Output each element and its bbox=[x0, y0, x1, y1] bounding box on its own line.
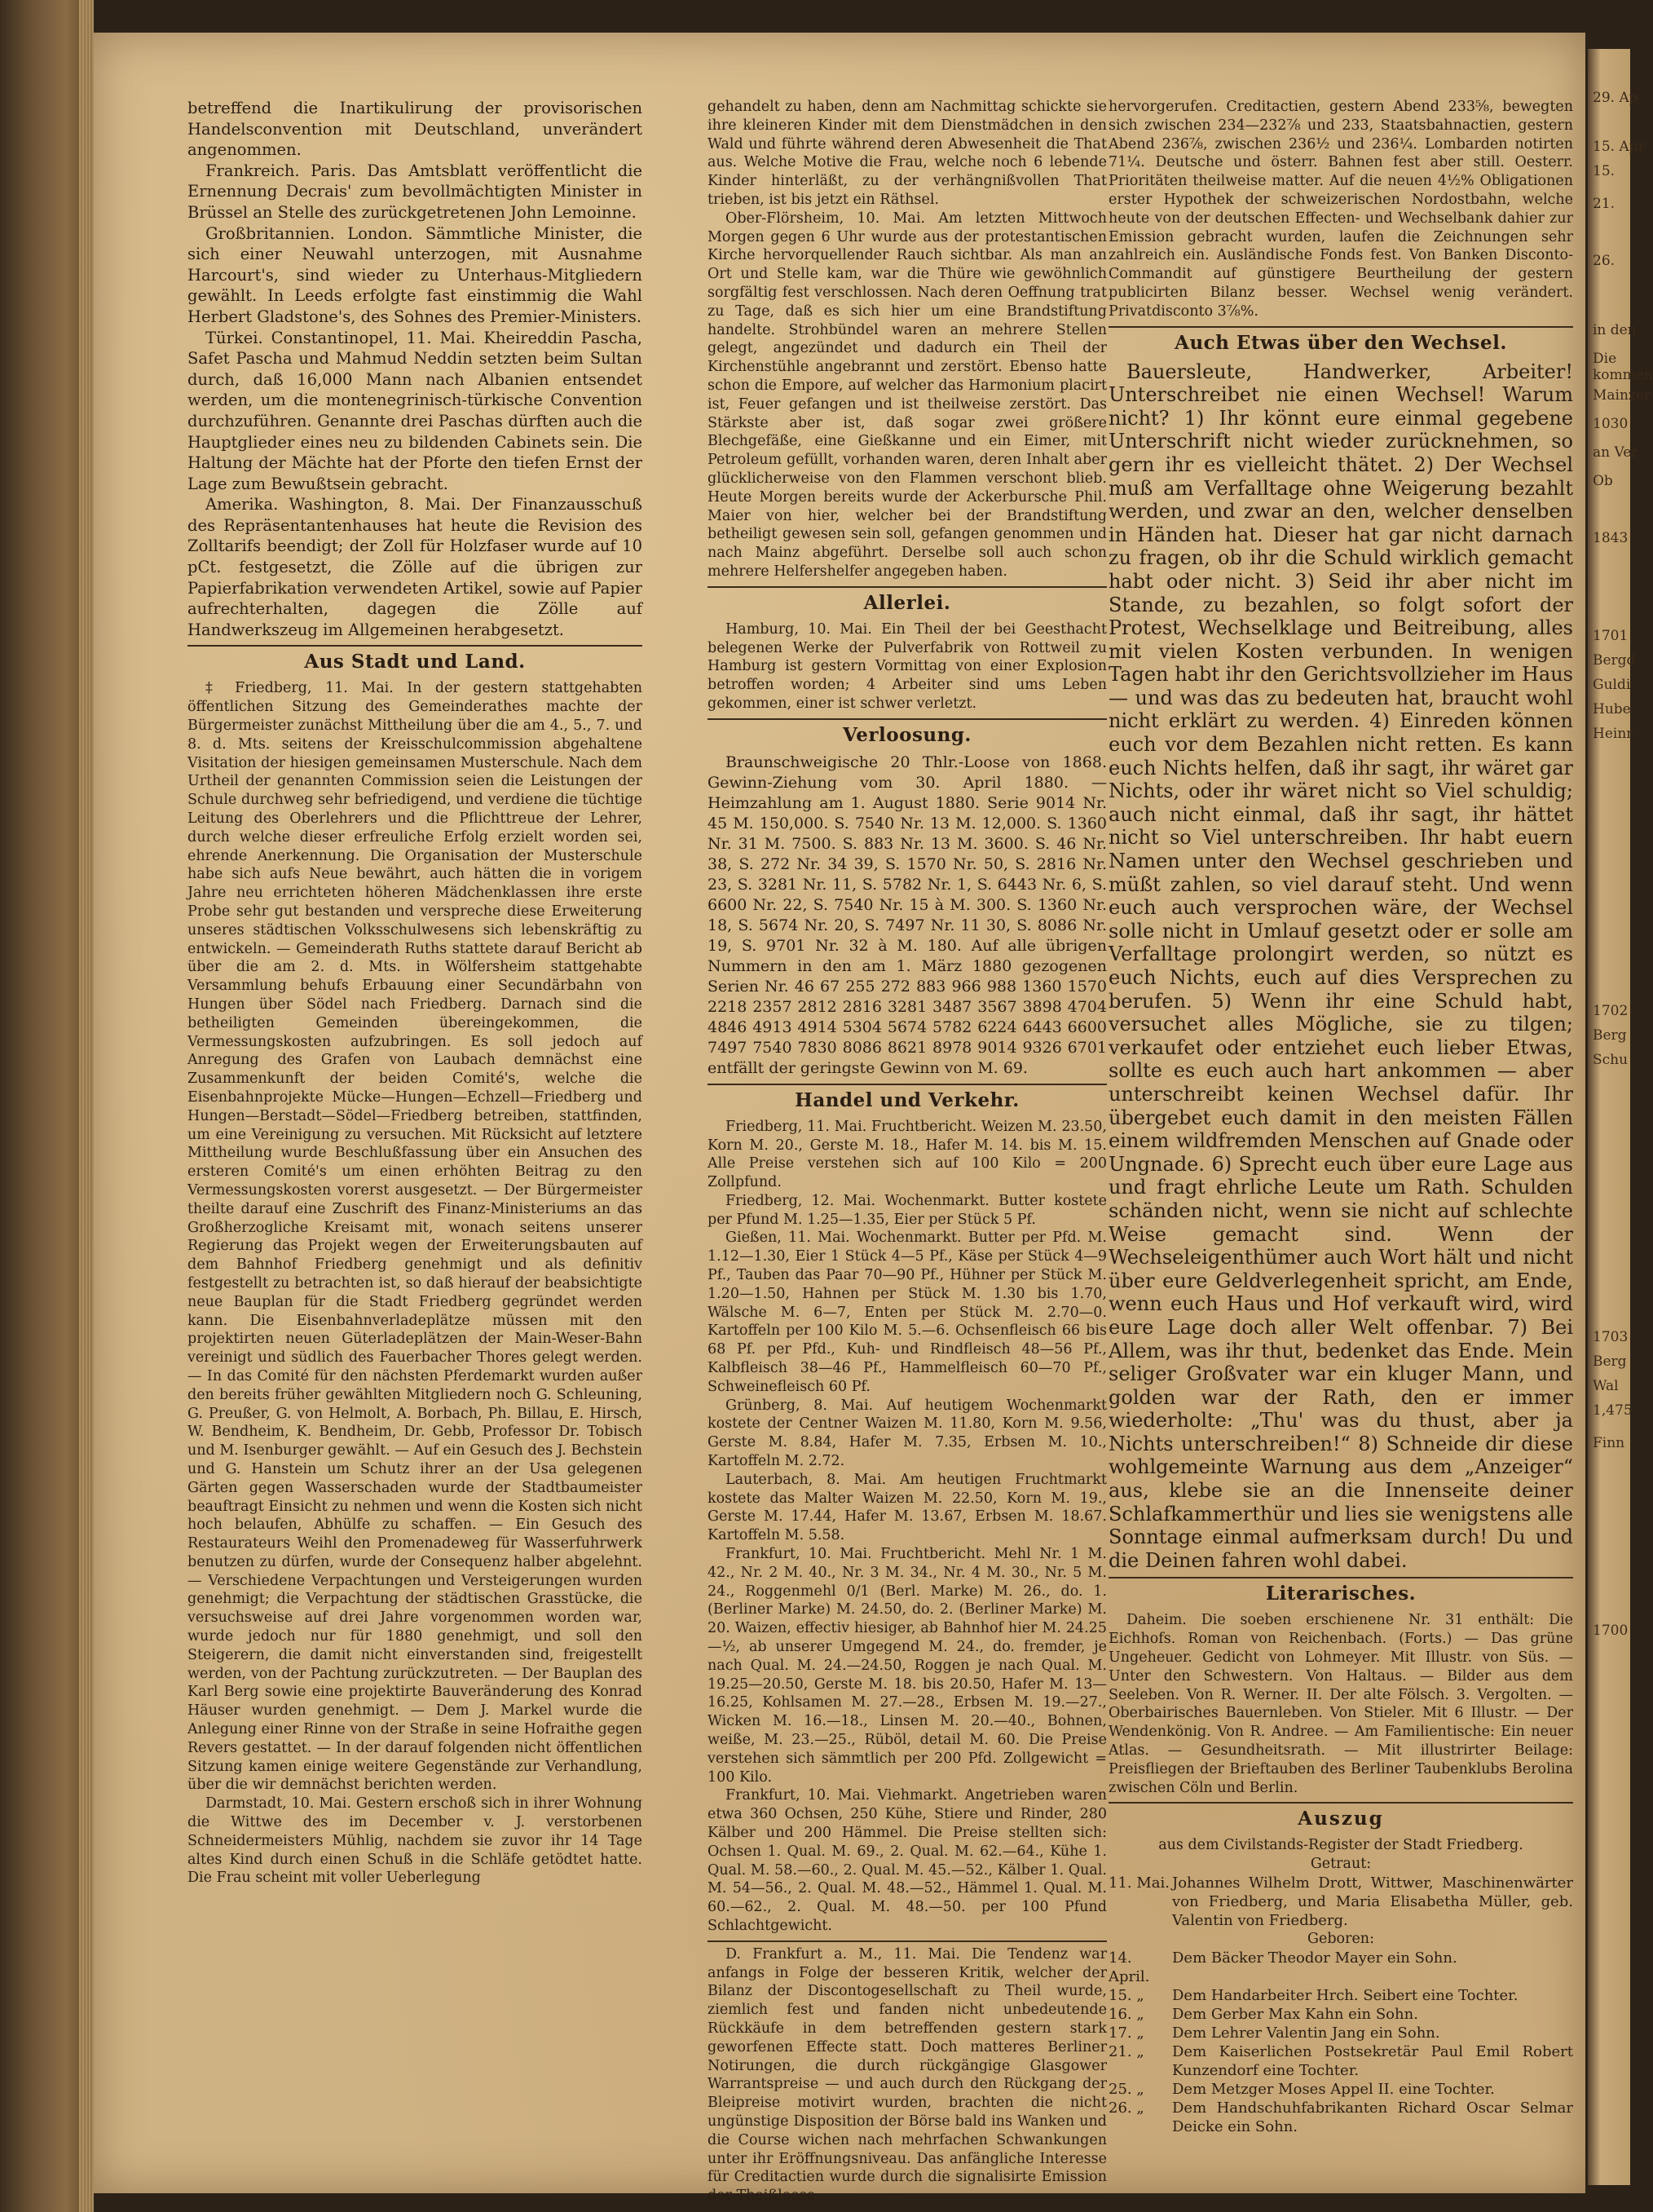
register-text: Dem Metzger Moses Appel II. eine Tochter. bbox=[1172, 2080, 1495, 2098]
margin-fragment: Hube bbox=[1593, 701, 1631, 717]
section-subheading: aus dem Civilstands-Register der Stadt Friedberg. bbox=[1158, 1837, 1523, 1854]
section-divider bbox=[187, 645, 642, 647]
margin-fragment: Die bbox=[1593, 351, 1617, 367]
column-3 bbox=[1109, 98, 1573, 2136]
article-paragraph: Daheim. Die soeben erschienene Nr. 31 enthält: Die Eichhofs. Roman von Reichenbach. (Forts.) — Das grüne Ungeheuer. Gedicht von Lohmeyer. Mit Illustr. von Süs. — Unter den Schwestern. Von Haltaus. — Bilder aus dem Seeleben. Von R. Werner. II. Der alte Fölsch. 3. Vergolten. — Oberbairisches Bauernleben. Von Stieler. Mit 6 Illustr. — Der Wendenkönig. Von R. Andree. — Am Familientische: Ein neuer Atlas. — Gesundheitsrath. — Mit illustrirter Beilage: Preisfliegen der Brieftauben des Berliner Taubenklubs Berolina zwischen Cöln und Berlin. bbox=[1109, 1612, 1573, 1796]
column-2 bbox=[707, 98, 1107, 2205]
register-date: 15. „ bbox=[1109, 1986, 1144, 2004]
margin-fragment: kommen bbox=[1593, 367, 1653, 383]
article-paragraph: Türkei. Constantinopel, 11. Mai. Kheireddin Pascha, Safet Pascha und Mahmud Neddin setzten beim Sultan durch, daß 16,000 Mann nach Albanien entsendet werden, um die montenegrinisch-türkische Convention durchzuführen. Genannte drei Paschas dürften auch die Hauptglieder eines neu zu bildenden Cabinets sein. Die Haltung der Mächte hat der Pforte den tiefen Ernst der Lage zum Bewußtsein gebracht. bbox=[187, 328, 642, 493]
register-date: 21. „ bbox=[1109, 2042, 1144, 2060]
section-divider bbox=[1109, 1802, 1573, 1804]
market-report: Grünberg, 8. Mai. Auf heutigem Wochenmarkt kostete der Centner Waizen M. 11.80, Korn M. 9.56, Gerste M. 8.84, Hafer M. 7.35, Erbsen M. 10., Kartoffeln M. 2.72. bbox=[707, 1397, 1107, 1470]
margin-fragment: 1,475 bbox=[1593, 1402, 1633, 1419]
article-paragraph: Darmstadt, 10. Mai. Gestern erschoß sich in ihrer Wohnung die Wittwe des im December v. J. verstorbenen Schneidermeisters Mühlig, nachdem sie zuvor ihr 14 Tage altes Kind durch einen Schuß in die Schläfe getödtet hatte. Die Frau scheint mit voller Ueberlegung bbox=[187, 1795, 642, 1887]
article-paragraph: Bauersleute, Handwerker, Arbeiter! Unterschreibet nie einen Wechsel! Warum nicht? 1) Ihr könnt eure einmal gegebene Unterschrift nicht wieder zurücknehmen, so gern ihr es vielleicht thätet. 2) Der Wechsel muß am Verfalltage ohne Weigerung bezahlt werden, und zwar an den, welcher denselben in Händen hat. Dieser hat gar nicht darnach zu fragen, ob ihr die Schuld wirklich gemacht habt oder nicht. 3) Seid ihr aber nicht im Stande, zu bezahlen, so folgt sofort der Protest, Wechselklage und Beitreibung, alles mit vielen Kosten verbunden. In wenigen Tagen habt ihr den Gerichtsvollzieher im Haus — und was das zu bedeuten hat, braucht wohl nicht erklärt zu werden. 4) Einreden können euch vor dem Bezahlen nicht retten. Es kann euch Nichts helfen, daß ihr sagt, ihr wäret gar Nichts, oder ihr wäret nicht so Viel schuldig; auch nicht einmal, daß ihr sagt, ihr hättet nicht so Viel unterschreiben. Ihr habt euern Namen unter den Wechsel geschrieben und müßt zahlen, so viel darauf steht. Und wenn euch auch versprochen wäre, der Wechsel solle nicht in Umlauf gesetzt oder er solle am Verfalltage prolongirt werden, so nützt es euch Nichts, euch auf dies Versprechen zu berufen. 5) Wenn ihr eine Schuld habt, versuchet alles Mögliche, sie zu tilgen; verkaufet oder entziehet euch lieber Etwas, sollte es euch auch hart ankommen — aber unterschreibt keinen Wechsel dafür. Ihr übergebet euch damit in den meisten Fällen einem wildfremden Menschen auf Gnade oder Ungnade. 6) Sprecht euch über eure Lage aus und fragt ehrliche Leute um Rath. Schulden schänden nicht, wenn sie nicht auf schlechte Weise gemacht sind. Wenn der Wechseleigenthümer auch Wort hält und nicht über eure Geldverlegenheit spricht, am Ende, wenn euch Haus und Hof verkauft wird, wird eure Lage doch aller Welt offenbar. 7) Bei Allem, was ihr thut, bedenket das Ende. Mein seliger Großvater war ein kluger Mann, und golden war der Rath, den er immer wiederholte: „Thu' was du thust, aber ja Nichts unterschreiben!“ 8) Schneide dir diese wohlgemeinte Warnung aus dem „Anzeiger“ aus, klebe sie an die Innenseite deiner Schlafkammerthür und lies sie wenigstens alle Sonntage einmal aufmerksam durch! Du und die Deinen fahren wohl dabei. bbox=[1109, 360, 1573, 1572]
section-heading: Aus Stadt und Land. bbox=[304, 651, 526, 673]
adjacent-page-edge bbox=[1588, 49, 1653, 2185]
market-report: Friedberg, 11. Mai. Fruchtbericht. Weizen M. 23.50, Korn M. 20., Gerste M. 18., Hafer M. 14. bis M. 15. Alle Preise verstehen sich auf 100 Kilo = 200 Zollpfund. bbox=[707, 1118, 1107, 1191]
article-paragraph: hervorgerufen. Creditactien, gestern Abend 233⅝, bewegten sich zwischen 234—232⅞ und 233, Staatsbahnactien, gestern Abend 236⅞, zwischen 236½ und 236¼. Lombarden notirten 71¼. Deutsche und österr. Bahnen fest aber still. Oesterr. Prioritäten theilweise matter. Auf die neuen 4½% Obligationen erster Hypothek der schweizerischen Nordostbahn, welche heute von der deutschen Effecten- und Wechselbank dahier zur Emission gebracht wurden, laufen die Zeichnungen sehr zahlreich ein. Ausländische Fonds fest. Von Banken Disconto-Commandit auf günstigere Beurtheilung der gestern publicirten Bilanz besser. Wechsel wenig verändert. Privatdisconto 3⅞%. bbox=[1109, 99, 1573, 320]
article-paragraph: Großbritannien. London. Sämmtliche Minister, die sich einer Neuwahl unterzogen, mit Ausnahme Harcourt's, sind wieder zu Unterhaus-Mitgliedern gewählt. In Leeds erfolgte fast einstimmig die Wahl Herbert Gladstone's, des Sohnes des Premier-Ministers. bbox=[187, 223, 642, 326]
register-label: Geboren: bbox=[1307, 1931, 1374, 1947]
section-heading: Auch Etwas über den Wechsel. bbox=[1175, 331, 1507, 354]
margin-fragment: 21. bbox=[1593, 196, 1616, 212]
section-heading: Literarisches. bbox=[1265, 1583, 1417, 1605]
register-text: Dem Handarbeiter Hrch. Seibert eine Tochter. bbox=[1172, 1986, 1519, 2004]
register-date: 11. Mai. bbox=[1109, 1874, 1170, 1892]
register-text: Dem Handschuhfabrikanten Richard Oscar Selmar Deicke ein Sohn. bbox=[1172, 2099, 1573, 2135]
lottery-list: Braunschweigische 20 Thlr.-Loose von 1868. Gewinn-Ziehung vom 30. April 1880. — Heimzahlung am 1. August 1880. Serie 9014 Nr. 45 M. 150,000. S. 7540 Nr. 13 M. 12,000. S. 1360 Nr. 31 M. 7500. S. 883 Nr. 13 M. 3600. S. 46 Nr. 38, S. 272 Nr. 34 39, S. 1570 Nr. 50, S. 2816 Nr. 23, S. 3281 Nr. 11, S. 5782 Nr. 1, S. 6443 Nr. 6, S. 6600 Nr. 22, S. 7540 Nr. 15 à M. 300. S. 1360 Nr. 18, S. 5674 Nr. 20, S. 7497 Nr. 11 30, S. 8086 Nr. 19, S. 9701 Nr. 32 à M. 180. Auf alle übrigen Nummern in den am 1. März 1880 gezogenen Serien Nr. 46 67 255 272 883 966 988 1360 1570 2218 2357 2812 2816 3281 3487 3567 3898 4704 4846 4913 4914 5304 5674 5782 6224 6443 6600 7497 7540 7830 8086 8621 8978 9014 9326 6701 entfällt der geringste Gewinn von M. 69. bbox=[707, 753, 1107, 1077]
column-1 bbox=[187, 98, 642, 1887]
register-entry bbox=[1109, 1874, 1573, 1930]
section-divider bbox=[707, 1084, 1107, 1085]
market-report: Lauterbach, 8. Mai. Am heutigen Fruchtmarkt kostete das Malter Waizen M. 22.50, Korn M. 19., Gerste M. 17.44, Hafer M. 13.67, Erbsen M. 18.67. Kartoffeln M. 5.58. bbox=[707, 1471, 1107, 1544]
article-paragraph: ‡ Friedberg, 11. Mai. In der gestern stattgehabten öffentlichen Sitzung des Gemeinderathes machte der Bürgermeister zunächst Mittheilung über die am 4., 5., 7. und 8. d. Mts. seitens der Kreisschulcommission abgehaltene Visitation der hiesigen gemeinsamen Musterschule. Nach dem Urtheil der genannten Commission seien die Leistungen der Schule durchweg sehr befriedigend, und verdiene die tüchtige Leitung des Oberlehrers und die Pflichttreue der Lehrer, durch welche dieser erfreuliche Erfolg erzielt worden sei, ehrende Anerkennung. Die Organisation der Musterschule habe sich aufs Neue bewährt, auch hätten die in vorigem Jahre neu errichteten höheren Mädchenklassen ihre erste Probe sehr gut bestanden und verspreche diese Erweiterung unseres städtischen Volksschulwesens sich lebenskräftig zu entwickeln. — Gemeinderath Ruths stattete darauf Bericht ab über die am 2. d. Mts. in Wölfersheim stattgehabte Versammlung behufs Erbauung einer Secundärbahn von Hungen über Södel nach Friedberg. Darnach sind die betheiligten Gemeinden übereingekommen, die Vermessungskosten aufzubringen. Es soll jedoch auf Anregung des Grafen von Laubach demnächst eine Zusammenkunft der beiden Comité's, welche die Eisenbahnprojekte Mücke—Hungen—Echzell—Friedberg und Hungen—Berstadt—Södel—Friedberg betreiben, stattfinden, um eine Vereinigung zu versuchen. Mit Rücksicht auf letztere Mittheilung wurde Beschlußfassung über ein Ansuchen des ersteren Comité's um einen erhöhten Beitrag zu den Vermessungskosten vorerst ausgesetzt. — Der Bürgermeister theilte darauf eine Zuschrift des Finanz-Ministeriums an das Großherzogliche Kreisamt mit, wonach seitens unserer Regierung das Projekt wegen der Erweiterungsbauten auf dem Bahnhof Friedberg genehmigt und als definitiv festgestellt zu betrachten ist, so daß hierauf der beabsichtigte neue Bauplan für die Stadt Friedberg gegründet werden kann. Die Eisenbahnverladeplätze müssen mit den projektirten neuen Güterladeplätzen der Main-Weser-Bahn vereinigt und südlich des Fauerbacher Thores gelegt werden. — In das Comité für den nächsten Pferdemarkt wurden außer den bereits früher gewählten Mitgliedern noch G. Schleuning, G. Preußer, G. von Helmolt, A. Borbach, Ph. Billau, E. Hirsch, W. Bendheim, K. Bendheim, Dr. Gebb, Professor Dr. Tobisch und M. Isenburger gewählt. — Auf ein Gesuch des J. Bechstein und G. Hanstein um Schutz ihrer an der Usa gelegenen Gärten gegen Wasserschaden wurde der Stadtbaumeister beauftragt Einsicht zu nehmen und wenn die Kosten sich nicht hoch belaufen, Abhülfe zu schaffen. — Ein Gesuch des Restaurateurs Weihl den Promenadeweg für Wasserfuhrwerk benutzen zu dürfen, wurde der Consequenz halber abgelehnt. — Verschiedene Verpachtungen und Versteigerungen wurden genehmigt; die Verpachtung der städtischen Grasstücke, die versuchsweise auf drei Jahre vorgenommen worden war, wurde jedoch nur für 1880 genehmigt, und soll den Steigerern, die damit nicht einverstanden sind, freigestellt werden, von der Pachtung zurückzutreten. — Der Bauplan des Karl Berg sowie eine projektirte Bauveränderung des Konrad Häuser wurden genehmigt. — Dem J. Markel wurde die Anlegung einer Rinne von der Straße in seine Hofraithe gegen Revers gestattet. — In der darauf folgenden nicht öffentlichen Sitzung kamen einige weitere Gegenstände zur Verhandlung, über die wir demnächst berichten werden. bbox=[187, 680, 642, 1794]
article-paragraph: Hamburg, 10. Mai. Ein Theil der bei Geesthacht belegenen Werke der Pulverfabrik von Rottweil zu Hamburg ist gestern Vormittag von einer Explosion betroffen worden; 4 Arbeiter sind ums Leben gekommen, einer ist schwer verletzt. bbox=[707, 620, 1107, 712]
article-paragraph: Ober-Flörsheim, 10. Mai. Am letzten Mittwoch Morgen gegen 6 Uhr wurde aus der protestantischen Kirche hervorquellender Rauch sichtbar. Als man an Ort und Stelle kam, war die Thüre wie gewöhnlich sorgfältig fest verschlossen. Nach deren Oeffnung trat zu Tage, daß es sich hier um eine Brandstiftung handelte. Strohbündel waren an mehrere Stellen gelegt, angezündet und dadurch ein Theil der Kirchenstühle angebrannt und zerstört. Ebenso hatte schon die Empore, auf welcher das Harmonium placirt ist, Feuer gefangen und ist theilweise zerstört. Das Stärkste aber ist, daß sogar zwei größere Blechgefäße, eine Gießkanne und ein Eimer, mit Petroleum gefüllt, vorhanden waren, deren Inhalt aber glücklicherweise von den Flammen verschont blieb. Heute Morgen bereits wurde der Ackerbursche Phil. Maier von hier, welcher bei der Brandstiftung betheiligt gewesen sein soll, gefangen genommen und nach Mainz abgeführt. Derselbe soll auch schon mehrere Helfershelfer angegeben haben. bbox=[707, 210, 1107, 580]
margin-fragment: Ob bbox=[1593, 473, 1613, 489]
register-date: 16. „ bbox=[1109, 2005, 1144, 2023]
book-binding bbox=[0, 0, 94, 2212]
register-date: 25. „ bbox=[1109, 2080, 1144, 2098]
article-paragraph: Frankreich. Paris. Das Amtsblatt veröffentlicht die Ernennung Decrais' zum bevollmächtigten Minister in Brüssel an Stelle des zurückgetretenen John Lemoinne. bbox=[187, 161, 642, 222]
section-divider bbox=[707, 586, 1107, 588]
margin-fragment: 1703 bbox=[1593, 1329, 1629, 1345]
section-divider bbox=[1109, 326, 1573, 328]
margin-fragment: Bergd bbox=[1593, 652, 1636, 669]
article-paragraph: Amerika. Washington, 8. Mai. Der Finanzausschuß des Repräsentantenhauses hat heute die Revision des Zolltarifs beendigt; der Zoll für Holzfaser wurde auf 10 pCt. festgesetzt, die Zölle auf die übrigen zur Papierfabrikation verwendeten Artikel, sowie auf Papier aufrechterhalten, dagegen die Zölle auf Handwerkszeug im Allgemeinen herabgesetzt. bbox=[187, 495, 642, 639]
register-text: Dem Bäcker Theodor Mayer ein Sohn. bbox=[1172, 1949, 1457, 1967]
margin-fragment: 29. Ap bbox=[1593, 90, 1638, 106]
margin-fragment: Berg bbox=[1593, 1353, 1627, 1370]
register-entry bbox=[1109, 1949, 1573, 2136]
market-report: Frankfurt, 10. Mai. Viehmarkt. Angetrieben waren etwa 360 Ochsen, 250 Kühe, Stiere und Rinder, 280 Kälber und 200 Hämmel. Die Preise stellten sich: Ochsen 1. Qual. M. 69., 2. Qual. M. 62.—64., Kühe 1. Qual. M. 58.—60., 2. Qual. M. 45.—52., Kälber 1. Qual. M. 54—56., 2. Qual. M. 48.—52., Hämmel 1. Qual. M. 60.—62., 2. Qual. M. 48.—50. per 100 Pfund Schlachtgewicht. bbox=[707, 1787, 1107, 1934]
margin-fragment: Wal bbox=[1593, 1378, 1619, 1394]
margin-fragment: Finn bbox=[1593, 1435, 1625, 1451]
register-text: Dem Lehrer Valentin Jang ein Sohn. bbox=[1172, 2024, 1440, 2042]
margin-fragment: in den bbox=[1593, 322, 1637, 338]
register-date: 26. „ bbox=[1109, 2099, 1144, 2117]
article-paragraph: betreffend die Inartikulirung der provisorischen Handelsconvention mit Deutschland, unverändert angenommen. bbox=[187, 99, 642, 160]
register-date: 17. „ bbox=[1109, 2024, 1144, 2042]
margin-fragment: 1030 bbox=[1593, 416, 1629, 432]
article-paragraph: gehandelt zu haben, denn am Nachmittag schickte sie ihre kleineren Kinder mit dem Dienstmädchen in den Wald und führte während deren Abwesenheit die That aus. Welche Motive die Frau, welche noch 6 lebende Kinder hinterläßt, zu der verhängnißvollen That trieben, ist bis jetzt ein Räthsel. bbox=[707, 99, 1107, 208]
register-text: Dem Gerber Max Kahn ein Sohn. bbox=[1172, 2005, 1418, 2023]
margin-fragment: Mainzer bbox=[1593, 387, 1651, 404]
section-heading: Auszug bbox=[1298, 1808, 1384, 1830]
section-heading: Allerlei. bbox=[863, 591, 951, 614]
section-heading: Handel und Verkehr. bbox=[795, 1088, 1020, 1111]
section-divider bbox=[1109, 1577, 1573, 1578]
market-report: Frankfurt, 10. Mai. Fruchtbericht. Mehl Nr. 1 M. 42., Nr. 2 M. 40., Nr. 3 M. 34., Nr. 4 M. 30., Nr. 5 M. 24., Roggenmehl 0/1 (Berl. Marke) M. 26., do. 1. (Berliner Marke) M. 24.50, do. 2. (Berliner Marke) M. 20. Waizen, effectiv hiesiger, ab Bahnhof hier M. 24.25—½, ab unserer Umgegend M. 24., do. fremder, je nach Qual. M. 24.—24.50, Roggen je nach Qual. M. 19.25—20.50, Gerste M. 18. bis 20.50, Hafer M. 13—16.25, Kohlsamen M. 27.—28., Erbsen M. 19.—27., Wicken M. 16.—18., Linsen M. 20.—40., Bohnen, weiße, M. 23.—25., Rüböl, detail M. 60. Die Preise verstehen sich sämmtlich per 200 Pfd. Zollgewicht = 100 Kilo. bbox=[707, 1546, 1107, 1786]
margin-fragment: Schu bbox=[1593, 1052, 1629, 1068]
section-divider bbox=[707, 718, 1107, 720]
margin-fragment: 1702 bbox=[1593, 1003, 1629, 1019]
market-report: Friedberg, 12. Mai. Wochenmarkt. Butter kostete per Pfund M. 1.25—1.35, Eier per Stück 5 Pf. bbox=[707, 1192, 1107, 1228]
section-heading: Verloosung. bbox=[843, 723, 972, 746]
margin-fragment: 15. Apr bbox=[1593, 139, 1645, 155]
margin-fragment: Heinr bbox=[1593, 726, 1633, 742]
register-date: 14. April. bbox=[1109, 1949, 1150, 1985]
margin-fragment: Guldi bbox=[1593, 677, 1631, 693]
margin-fragment: 1701 bbox=[1593, 628, 1629, 644]
margin-fragment: an Ver bbox=[1593, 444, 1638, 461]
register-label: Getraut: bbox=[1310, 1856, 1372, 1873]
register-text: Dem Kaiserlichen Postsekretär Paul Emil Robert Kunzendorf eine Tochter. bbox=[1172, 2042, 1573, 2079]
market-report: Gießen, 11. Mai. Wochenmarkt. Butter per Pfd. M. 1.12—1.30, Eier 1 Stück 4—5 Pf., Käse per Stück 4—9 Pf., Tauben das Paar 70—90 Pf., Hühner per Stück M. 1.20—1.50, Hahnen per Stück M. 1.30 bis 1.70, Wälsche M. 6—7, Enten per Stück M. 2.70—0. Kartoffeln per 100 Kilo M. 5.—6. Ochsenfleisch 66 bis 68 Pf. per Pfd., Kuh- und Rindfleisch 48—56 Pf., Kalbfleisch 38—46 Pf., Hammelfleisch 60—70 Pf., Schweinefleisch 60 Pf. bbox=[707, 1230, 1107, 1395]
section-divider bbox=[707, 1940, 1107, 1942]
market-report: D. Frankfurt a. M., 11. Mai. Die Tendenz war anfangs in Folge der besseren Kritik, welcher der Bilanz der Discontogesellschaft zu Theil wurde, ziemlich fest und fanden nicht unbedeutende Rückkäufe in dem betreffenden gestern stark geworfenen Effecte statt. Doch matteres Berliner Notirungen, die durch rückgängige Glasgower Warrantspreise — und auch durch den Rückgang der Bleipreise motivirt wurden, brachten die nicht ungünstige Disposition der Börse bald ins Wanken und die Course wichen nach mehrfachen Schwankungen unter ihr Eröffnungsniveau. Das anfängliche Interesse für Creditactien wurde durch die signalisirte Emission der Theißloose bbox=[707, 1945, 1107, 2205]
margin-fragment: 15. bbox=[1593, 163, 1616, 179]
margin-fragment: 26. bbox=[1593, 253, 1616, 269]
margin-fragment: 1843 bbox=[1593, 530, 1629, 546]
register-text: Johannes Wilhelm Drott, Wittwer, Maschinenwärter von Friedberg, und Maria Elisabetha Müller, geb. Valentin von Friedberg. bbox=[1172, 1874, 1573, 1929]
margin-fragment: 1700 bbox=[1593, 1623, 1629, 1639]
margin-fragment: Berg bbox=[1593, 1027, 1627, 1044]
